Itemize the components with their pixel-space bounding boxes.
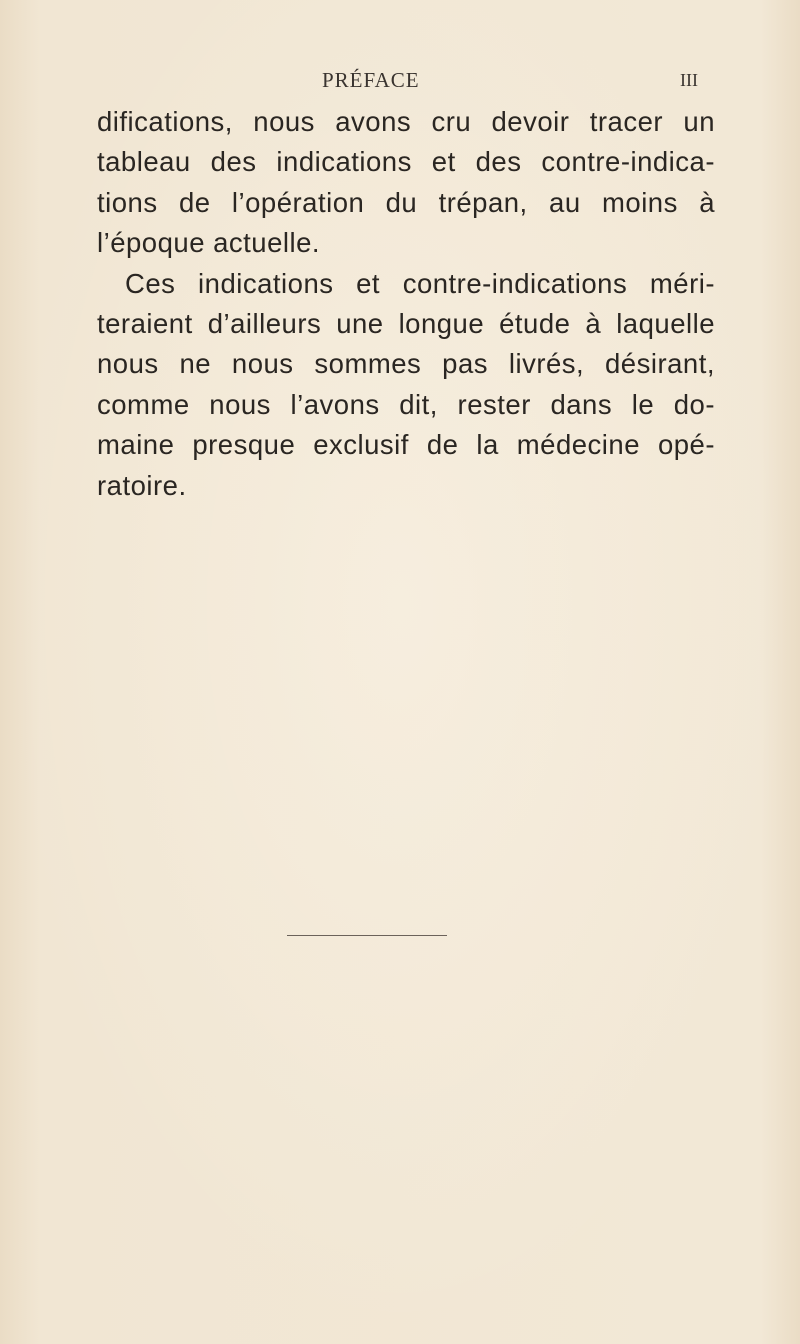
- running-title: PRÉFACE: [322, 68, 420, 92]
- text-line: comme nous l’avons dit, rester dans le do-: [97, 388, 715, 420]
- end-rule: [287, 935, 447, 936]
- text-line: nous ne nous sommes pas livrés, désirant,: [97, 348, 715, 380]
- text-line: teraient d’ailleurs une longue étude à laquelle: [97, 308, 715, 340]
- text-line: tableau des indications et des contre-indica-: [97, 146, 715, 178]
- body-text: [97, 102, 715, 506]
- text-line: maine presque exclusif de la médecine opé-: [97, 429, 715, 461]
- text-line: Ces indications et contre-indications méri-: [125, 267, 715, 299]
- page-number: III: [680, 70, 698, 90]
- text-line: ratoire.: [97, 469, 187, 501]
- text-line: l’époque actuelle.: [97, 227, 321, 259]
- running-head: [0, 68, 800, 98]
- text-line: tions de l’opération du trépan, au moins à: [97, 186, 715, 218]
- text-line: difications, nous avons cru devoir tracer un: [97, 106, 715, 137]
